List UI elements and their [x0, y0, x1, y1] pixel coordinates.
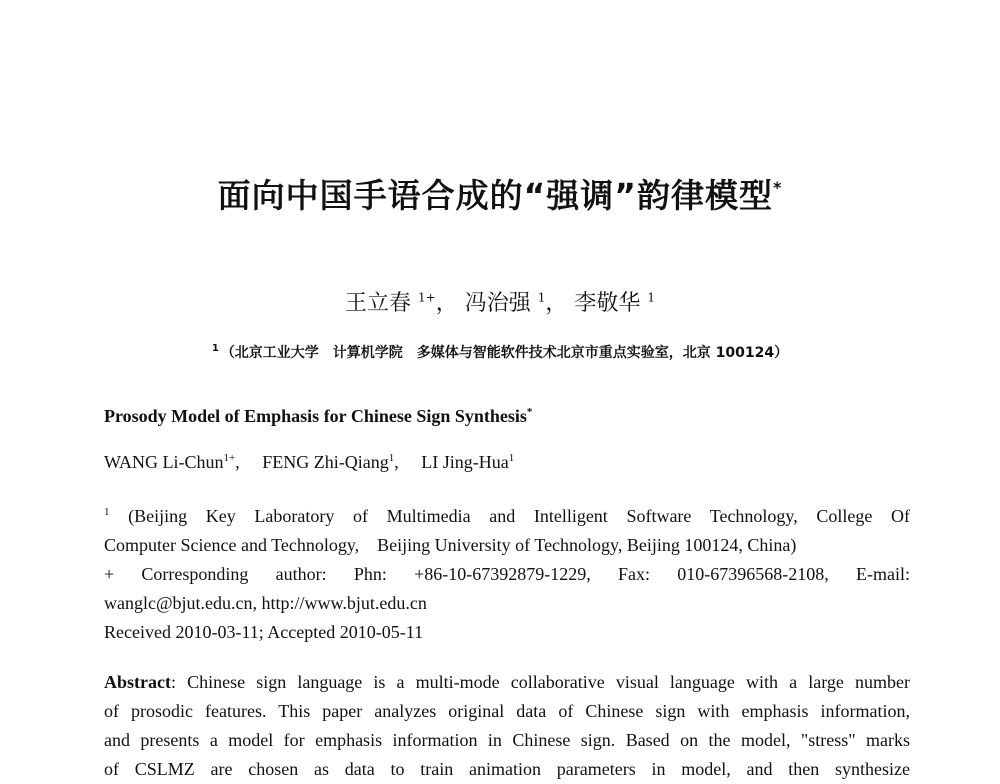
chinese-author-3: 李敬华 $^1$ [574, 290, 656, 316]
affiliation-line-1: $^1$ (Beijing Key Laboratory of Multimedia and Intelligent Software Technology, College Of [104, 506, 911, 526]
abstract-line-2: of prosodic features. This paper analyzes original data of Chinese sign with emphasis information, [104, 701, 910, 721]
affiliation-line-2: Computer Science and Technology, Beijing University of Technology, Beijing 100124, China) [104, 535, 797, 555]
chinese-affiliation: $^1$ （北京工业大学 计算机学院 多媒体与智能软件技术北京市重点实验室，北京 100124） [211, 343, 789, 361]
chinese-author-2: 冯治强 $^1$ [464, 290, 546, 316]
english-title: Prosody Model of Emphasis for Chinese Sign Synthesis* [104, 406, 533, 426]
abstract-line-4: of CSLMZ are chosen as data to train animation parameters in model, and then synthesize [104, 759, 910, 779]
english-affiliation-block [104, 498, 910, 647]
chinese-title-text: 面向中国手语合成的“强调”韵律模型 [217, 176, 773, 215]
english-author-2: FENG Zhi-Qiang$^1$, [262, 452, 399, 472]
english-author-3: LI Jing-Hua$^1$ [421, 452, 515, 472]
corresponding-author-line-1: + Corresponding author: Phn: +86-10-67392879-1229, Fax: 010-67396568-2108, E-mail: [104, 564, 910, 584]
abstract-label: Abstract [104, 672, 171, 692]
abstract-line-3: and presents a model for emphasis information in Chinese sign. Based on the model, "stress" marks [104, 730, 910, 750]
chinese-title [0, 170, 1000, 217]
abstract-line-1: Abstract: Chinese sign language is a multi-mode collaborative visual language with a large number [104, 672, 910, 692]
english-authors [104, 444, 910, 477]
english-author-1: WANG Li-Chun$^{1+}$, [104, 452, 240, 472]
corresponding-author-line-2: wanglc@bjut.edu.cn, http://www.bjut.edu.cn [104, 593, 427, 613]
abstract [104, 668, 910, 784]
chinese-author-1: 王立春 $^{1+}$ [344, 290, 436, 316]
chinese-authors: 王立春 $^{1+}$， 冯治强 $^1$， 李敬华 $^1$ [344, 290, 656, 316]
chinese-title-footnote-mark: * [773, 178, 783, 197]
received-date: Received 2010-03-11; Accepted 2010-05-11 [104, 622, 424, 642]
